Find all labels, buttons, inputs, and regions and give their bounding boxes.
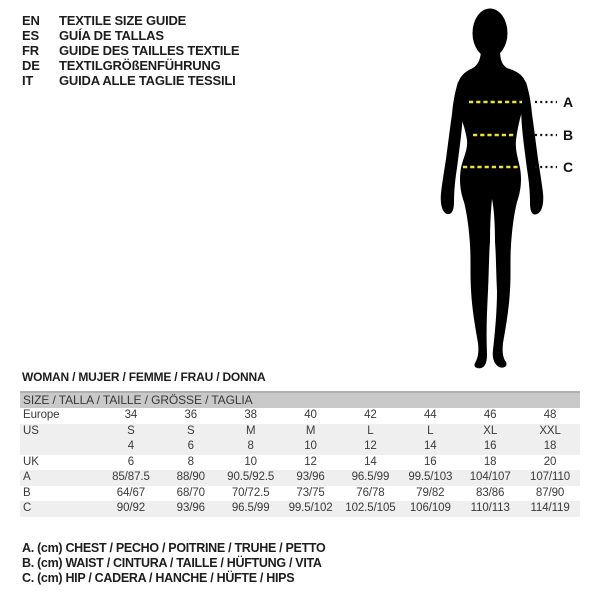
lang-code: FR: [22, 43, 39, 58]
table-cell: L: [367, 424, 374, 437]
table-cell: 36: [184, 409, 198, 421]
table-cell: 6: [127, 455, 135, 468]
table-cell: 18: [483, 455, 497, 468]
table-cell: 38: [244, 409, 257, 421]
table-cell: 14: [364, 455, 377, 468]
table-cell: 102.5/105: [345, 502, 396, 514]
table-row-us-numbers: [20, 439, 580, 455]
table-cell: M: [245, 424, 256, 437]
table-cell: 14: [424, 440, 437, 452]
lang-code: ES: [22, 28, 39, 43]
table-cell: XXL: [539, 424, 561, 437]
table-row-chest-a: [20, 470, 580, 486]
table-cell: XL: [483, 424, 498, 437]
table-cell: 12: [364, 440, 377, 452]
table-cell: 40: [304, 409, 317, 421]
table-cell: 96.5/99: [231, 502, 270, 514]
table-cell: 34: [124, 409, 138, 421]
table-cell: 8: [187, 455, 194, 468]
row-label: A: [23, 471, 31, 483]
row-label: B: [23, 486, 31, 499]
table-cell: 79/82: [416, 486, 445, 499]
row-label: US: [23, 424, 39, 437]
measure-label-c: C: [563, 159, 574, 175]
table-row-europe: [20, 408, 580, 424]
table-cell: 12: [304, 455, 317, 468]
table-row-us-letters: [20, 424, 580, 440]
table-cell: 64/67: [116, 486, 146, 499]
lang-code: EN: [22, 13, 40, 28]
table-cell: 87/90: [535, 486, 565, 499]
table-row-waist-b: [20, 486, 580, 502]
table-cell: 106/109: [409, 502, 451, 514]
lang-text: GUÍA DE TALLAS: [59, 28, 164, 43]
table-cell: S: [127, 424, 135, 437]
table-row-hip-c: [20, 501, 580, 517]
table-cell: 93/96: [296, 471, 325, 483]
table-cell: 16: [483, 440, 497, 452]
table-cell: 110/113: [470, 502, 510, 514]
measure-label-b: B: [563, 127, 574, 143]
section-heading: WOMAN / MUJER / FEMME / FRAU / DONNA: [22, 370, 266, 384]
lang-text: GUIDE DES TAILLES TEXTILE: [59, 43, 240, 58]
table-cell: 6: [187, 440, 194, 452]
table-cell: 107/110: [530, 471, 571, 483]
table-cell: 96.5/99: [351, 471, 390, 483]
table-cell: 48: [543, 409, 557, 421]
row-label: [20, 439, 101, 455]
table-cell: 70/72.5: [231, 486, 270, 499]
table-cell: 104/107: [469, 471, 511, 483]
measure-label-a: A: [563, 94, 574, 110]
table-cell: 10: [244, 455, 257, 468]
table-cell: 10: [304, 440, 317, 452]
lang-text: TEXTILGRÖßENFÜHRUNG: [59, 58, 221, 73]
table-cell: 68/70: [176, 486, 205, 499]
table-cell: M: [305, 424, 316, 437]
lang-row-it: [22, 73, 239, 88]
table-cell: 18: [543, 440, 557, 452]
size-table-header-label: SIZE / TALLA / TAILLE / GRÖSSE / TAGLIA: [23, 393, 253, 407]
lang-text: GUIDA ALLE TAGLIE TESSILI: [59, 73, 236, 88]
table-cell: 44: [424, 409, 437, 421]
table-cell: 99.5/103: [408, 471, 453, 483]
table-cell: 42: [364, 409, 377, 421]
table-cell: 46: [483, 409, 497, 421]
row-label: UK: [23, 455, 39, 468]
table-cell: 76/78: [356, 486, 385, 499]
table-cell: 99.5/102: [288, 502, 333, 514]
lang-row-de: [22, 58, 239, 73]
table-cell: 88/90: [176, 471, 205, 483]
lang-code: DE: [22, 58, 40, 73]
legend-chest: A. (cm) CHEST / PECHO / POITRINE / TRUHE / PETTO: [22, 541, 326, 555]
table-row-uk: [20, 455, 580, 471]
table-cell: 16: [424, 455, 437, 468]
legend-hip: C. (cm) HIP / CADERA / HANCHE / HÜFTE / HIPS: [22, 571, 295, 585]
legend-waist: B. (cm) WAIST / CINTURA / TAILLE / HÜFTUNG / VITA: [22, 556, 322, 570]
table-cell: 4: [127, 440, 135, 452]
table-cell: 90/92: [116, 502, 146, 514]
row-label: Europe: [23, 409, 60, 421]
table-cell: 90.5/92.5: [227, 471, 275, 483]
table-cell: 83/86: [476, 486, 505, 499]
woman-silhouette-icon: [419, 2, 599, 370]
lang-row-fr: [22, 43, 239, 58]
size-table: [20, 391, 580, 517]
row-label: C: [23, 502, 32, 514]
measurement-legend: [22, 541, 325, 586]
language-guide-list: [22, 13, 239, 88]
table-cell: 85/87.5: [112, 471, 150, 483]
lang-row-es: [22, 28, 239, 43]
table-cell: S: [187, 424, 195, 437]
table-cell: L: [427, 424, 434, 437]
table-cell: 8: [247, 440, 254, 452]
table-cell: 73/75: [296, 486, 325, 499]
lang-row-en: [22, 13, 239, 28]
lang-code: IT: [22, 73, 34, 88]
table-cell: 93/96: [176, 502, 205, 514]
measurement-figure: [419, 2, 599, 370]
lang-text: TEXTILE SIZE GUIDE: [59, 13, 187, 28]
table-cell: 114/119: [530, 502, 570, 514]
size-table-header: [20, 391, 580, 408]
table-cell: 20: [543, 455, 557, 468]
